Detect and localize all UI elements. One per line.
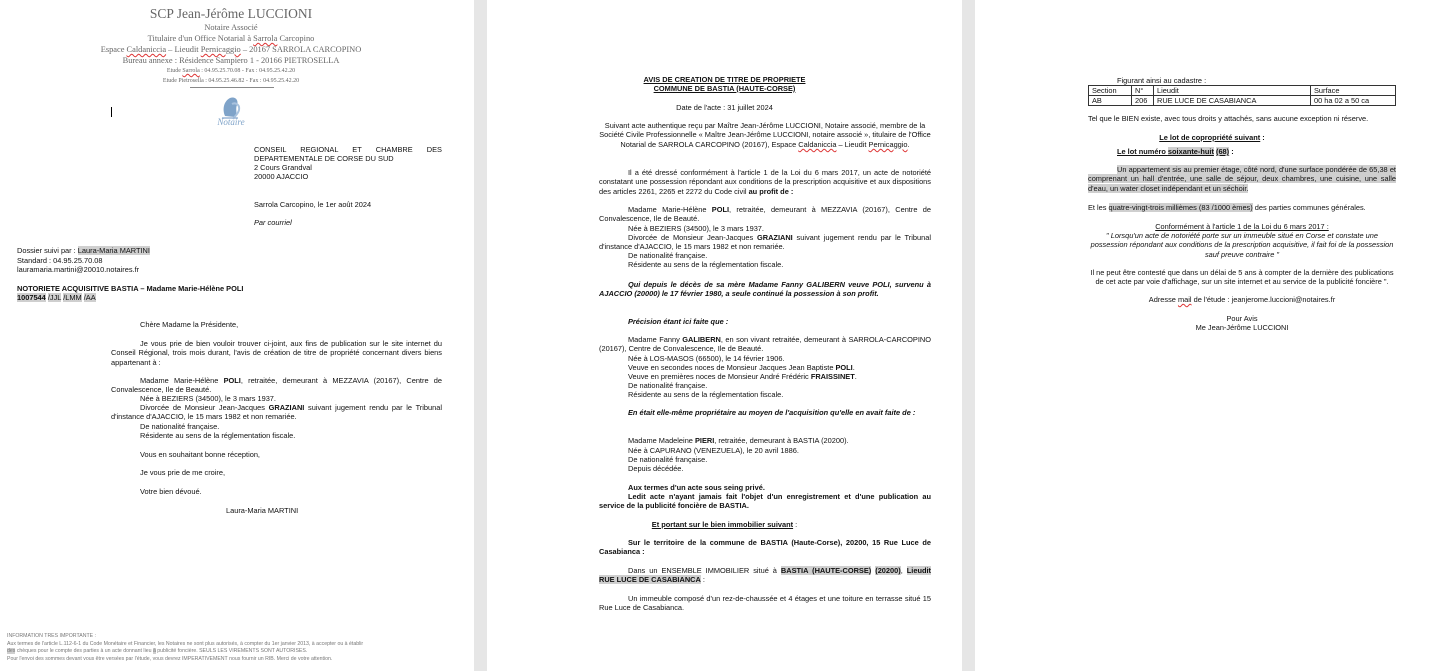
letterhead-rule [190,87,274,88]
reference: 1007544 /JJL /LMM /AA [17,293,96,302]
private-deed: Aux termes d'un acte sous seing privé. [628,483,765,492]
recipient-line: 2 Cours Grandval [254,163,312,173]
footer-line: Pour l'envoi des sommes devant vous être versées par l'étude, vous devrez IMPERATIVEMENT nous fournir un RIB. Merci de votre attention. [7,655,333,662]
person-born: Née à BEZIERS (34500), le 3 mars 1937. [140,394,276,403]
recipient-block [254,145,442,181]
shares: Et les quatre-vingt-trois millièmes (83 /1000 èmes) des parties communes générales. [1088,203,1366,212]
person-para: Madame Marie-Hélène POLI, retraitée, demeurant à MEZZAVIA (20167), Centre de Convalescence, Ile de Beauté. [599,205,931,224]
signature: Laura-Maria MARTINI [226,506,299,515]
footer-title: INFORMATION TRES IMPORTANTE : [7,633,96,639]
standard-phone: Standard : 04.95.25.70.08 [17,256,103,265]
territory: Sur le territoire de la commune de BASTIA (Haute-Corse), 20200, 15 Rue Luce de Casabianca : [599,538,931,557]
notice-subtitle: COMMUNE DE BASTIA (HAUTE-CORSE) [653,84,796,93]
law-quote: " Lorsqu'un acte de notoriété porte sur un immeuble situé en Corse et constate une possession répondant aux conditions de la prescription acquisitive, il fait foi de la possession sauf preuve contraire " [1090,231,1394,259]
footer-line: Aux termes de l'article L.112-6-1 du Code Monétaire et Financier, les Notaires ne sont plus autorisés, à compter du 1er janvier 2013, à accepter ou à établir [7,640,364,647]
table-cell: AB [1089,96,1132,106]
devoted: Votre bien dévoué. [140,487,202,496]
notaire-logo [208,94,254,132]
as-exists: Tel que le BIEN existe, avec tous droits y attachés, sans aucune exception ni réserve. [1088,114,1369,123]
notice-title: AVIS DE CREATION DE TITRE DE PROPRIETE [643,75,806,84]
column-header: N° [1132,86,1154,96]
lot-heading: Le lot de copropriété suivant : [1159,133,1265,142]
person-born: Née à BEZIERS (34500), le 3 mars 1937. [628,224,764,233]
para-intro: Je vous prie de bien vouloir trouver ci-joint, aux fins de publication sur le site internet du Conseil Régional, trois mois durant, l'avis de création de titre de propriété concernant divers biens appartenant à : [111,339,442,367]
person-divorce: Divorcée de Monsieur Jean-Jacques GRAZIANI suivant jugement rendu par le Tribunal d'instance d'AJACCIO, le 15 mars 1982 et non remariée. [111,403,442,422]
person-divorce: Divorcée de Monsieur Jean-Jacques GRAZIANI suivant jugement rendu par le Tribunal d'instance d'AJACCIO, le 15 mars 1982 et non remariée. [599,233,931,252]
wishes: Vous en souhaitant bonne réception, [140,450,260,459]
by-mail: Par courriel [254,218,292,227]
not-registered: Ledit acte n'ayant jamais fait l'objet d'un enregistrement et d'une publication au service de la publicité foncière de BASTIA. [599,492,931,511]
column-header: Lieudit [1154,86,1311,96]
footer-notice [7,633,469,663]
building-para: Un immeuble composé d'un rez-de-chaussée et 4 étages et une toiture en terrasse situé 15 Rue Luce de Casabianca. [599,594,931,613]
phone-pietrosella: Etude Pietrosella : 04.95.25.46.82 - Fax : 04.95.25.42.20 [162,78,300,84]
fanny-born: Née à LOS-MASOS (66500), le 14 février 1906. [628,354,785,363]
madeleine-nationality: De nationalité française. [628,455,708,464]
footer-line: des chèques pour le compte des parties à un acte donnant lieu à publicité foncière. SEULS LES VIREMENTS SONT AUTORISES. [7,648,308,655]
cadastre-intro: Figurant ainsi au cadastre : [1117,76,1207,85]
phone-sarrola: Etude Sarrola : 04.95.25.70.08 - Fax : 04.95.25.42.20 [166,68,296,74]
act-date: Date de l'acte : 31 juillet 2024 [676,103,773,112]
column-header: Section [1089,86,1132,96]
madeleine-deceased: Depuis décédée. [628,464,684,473]
table-cell: 00 ha 02 a 50 ca [1311,96,1396,106]
firm-name: SCP Jean-Jérôme LUCCIONI [149,6,313,21]
fanny-widow2: Veuve en secondes noces de Monsieur Jacques Jean Baptiste POLI. [628,363,855,372]
recipient-line: CONSEIL REGIONAL ET CHAMBRE DES [254,145,442,154]
recipient-line: 20000 AJACCIO [254,172,309,182]
greeting: Chère Madame la Présidente, [140,320,239,329]
cadastre-table [1088,85,1396,106]
madeleine-para: Madame Madeleine PIERI, retraitée, demeurant à BASTIA (20200). [628,436,849,445]
property-heading: Et portant sur le bien immobilier suivant : [651,520,798,529]
for-notice: Pour Avis [1226,314,1258,323]
office-email[interactable]: Adresse mail de l'étude : jeanjerome.luccioni@notaires.fr [1148,295,1336,304]
fanny-widow1: Veuve en premières noces de Monsieur André Frédéric FRAISSINET. [628,372,857,381]
fanny-resident: Résidente au sens de la réglementation fiscale. [628,390,784,399]
para-person: Madame Marie-Hélène POLI, retraitée, demeurant à MEZZAVIA (20167), Centre de Convalescence, Ile de Beauté. [111,376,442,395]
signatory: Me Jean-Jérôme LUCCIONI [1195,323,1289,332]
table-header-row [1089,86,1396,96]
subject: NOTORIETE ACQUISITIVE BASTIA – Madame Marie-Hélène POLI [17,284,244,293]
column-header: Surface [1311,86,1396,96]
letter-page [0,0,474,671]
person-resident: Résidente au sens de la réglementation fiscale. [140,431,296,440]
table-cell: RUE LUCE DE CASABIANCA [1154,96,1311,106]
person-resident: Résidente au sens de la réglementation fiscale. [628,260,784,269]
notice-page-continued [975,0,1449,671]
ensemble-para: Dans un ENSEMBLE IMMOBILIER situé à BASTIA (HAUTE-CORSE) (20200), Lieudit RUE LUCE DE CASABIANCA : [599,566,931,585]
fanny-para: Madame Fanny GALIBERN, en son vivant retraitée, demeurant à SARROLA-CARCOPINO (20167), Centre de Convalescence, Ile de Beauté. [599,335,931,354]
annex-address: Bureau annexe : Résidence Sampiero 1 - 20166 PIETROSELLA [122,56,340,65]
lot-number: Le lot numéro soixante-huit (68) : [1117,147,1234,156]
precision: Précision étant ici faite que : [628,317,729,326]
dossier-line: Dossier suivi par : Laura-Maria MARTINI [17,246,150,255]
text-cursor [111,107,112,117]
office-address: Espace Caldaniccia – Lieudit Pernicaggio – 20167 SARROLA CARCOPINO [100,45,362,54]
person-nationality: De nationalité française. [140,422,220,431]
table-row [1089,96,1396,106]
email-link[interactable]: lauramaria.martini@20010.notaires.fr [17,265,140,274]
madeleine-born: Née à CAPURANO (VENEZUELA), le 20 avril 1886. [628,446,799,455]
since-death: Qui depuis le décès de sa mère Madame Fanny GALIBERN veuve POLI, survenu à AJACCIO (20000) le 17 février 1980, a seule continué la possession à son profit. [599,280,931,299]
established-para: Il a été dressé conformément à l'article 1 de la Loi du 6 mars 2017, un acte de notoriété constatant une possession répondant aux conditions de la prescription acquisitive et aux dispositions des articles 2261, 2265 et 2272 du Code civil au profit de : [599,168,931,196]
table-cell: 206 [1132,96,1154,106]
contest: Il ne peut être contesté que dans un délai de 5 ans à compter de la dernière des publications de cet acte par voie d'affichage, sur un site internet et au service de la publicité foncière ". [1090,268,1394,287]
believe: Je vous prie de me croire, [140,468,226,477]
office-title: Titulaire d'un Office Notarial à Sarrola Carcopino [147,34,315,43]
person-nationality: De nationalité française. [628,251,708,260]
conform: Conformément à l'article 1 de la Loi du 6 mars 2017 : [1155,222,1329,231]
firm-role: Notaire Associé [204,23,258,32]
intro-para: Suivant acte authentique reçu par Maître Jean-Jérôme LUCCIONI, Notaire associé, membre de la Société Civile Professionnelle « Maître Jean-Jérôme LUCCIONI, notaire associé », titulaire de l'Office Notarial de SARROLA CARCOPINO (20167), Espace Caldaniccia – Lieudit Pernicaggio. [599,121,931,149]
place-date: Sarrola Carcopino, le 1er août 2024 [254,200,372,209]
fanny-nationality: De nationalité française. [628,381,708,390]
logo-text: Notaire [217,117,245,127]
apartment-description: Un appartement sis au premier étage, côté nord, d'une surface pondérée de 65,38 et comprenant un hall d'entrée, une salle de séjour, deux chambres, une cuisine, une salle d'eau, un water closet indépendant et un séchoir. [1088,165,1396,193]
recipient-line: DEPARTEMENTALE DE CORSE DU SUD [254,154,394,164]
notice-page [487,0,962,671]
owner-means: En était elle-même propriétaire au moyen de l'acquisition qu'elle en avait faite de : [628,408,916,417]
